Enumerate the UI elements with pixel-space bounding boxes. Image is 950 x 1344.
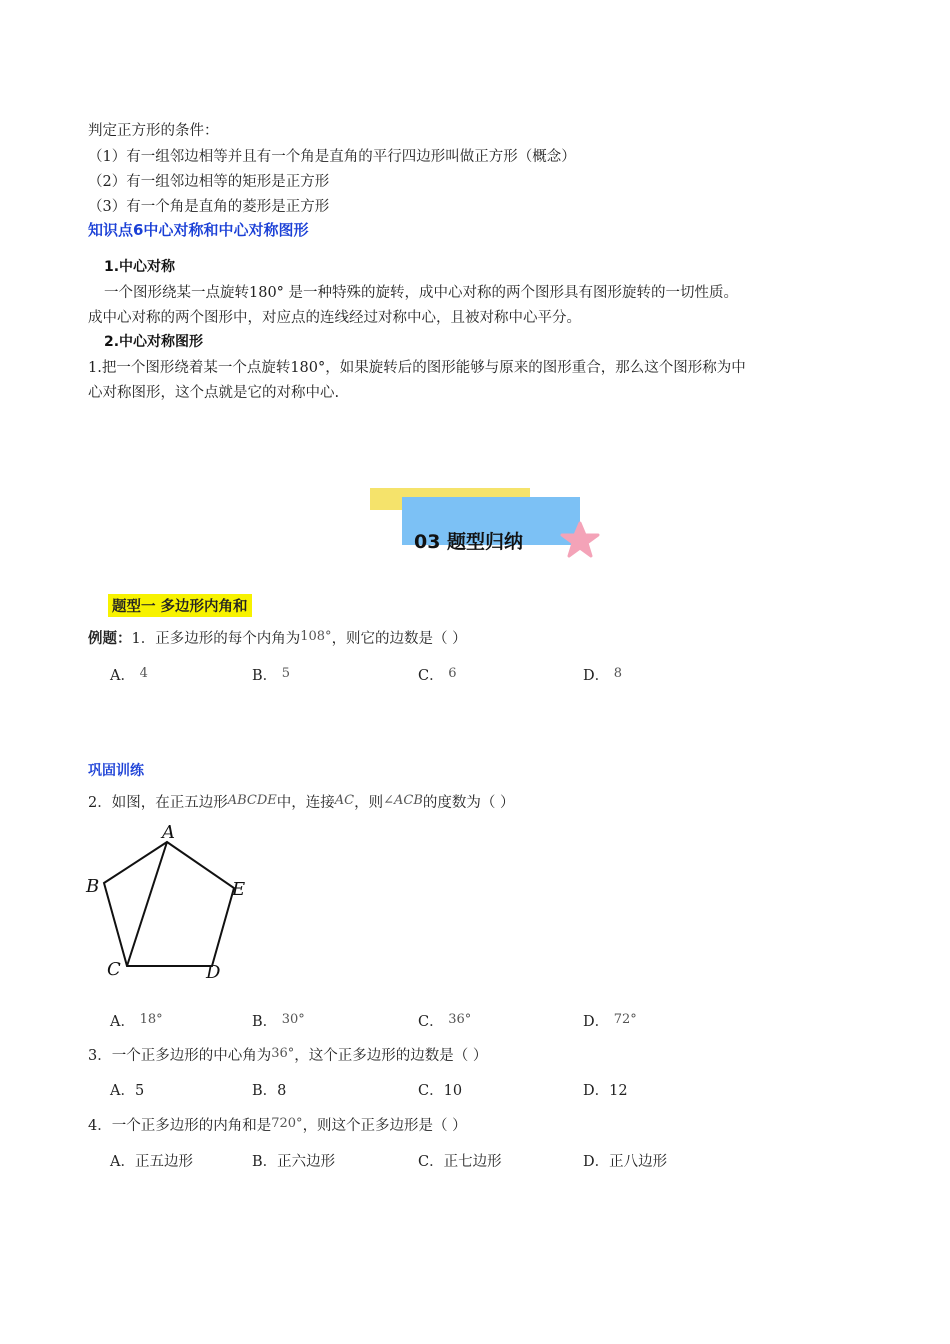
q2-option-d[interactable]: D． 72° [583, 1012, 637, 1030]
condition-3: （3）有一个角是直角的菱形是正方形 [88, 199, 330, 215]
vertex-d-label: D [206, 962, 221, 983]
kp6-section1-line2: 成中心对称的两个图形中，对应点的连线经过对称中心，且被对称中心平分。 [88, 310, 581, 326]
section-banner [370, 488, 610, 568]
vertex-c-label: C [107, 959, 121, 980]
q3-option-d[interactable]: D．12 [583, 1083, 628, 1099]
q2-option-a[interactable]: A． 18° [110, 1012, 163, 1030]
question-3: 3．一个正多边形的中心角为36°，这个正多边形的边数是（ ） [88, 1046, 488, 1064]
kp6-section2-line2: 心对称图形，这个点就是它的对称中心. [88, 385, 340, 401]
banner-title: 03 题型归纳 [414, 531, 524, 553]
condition-1: （1）有一组邻边相等并且有一个角是直角的平行四边形叫做正方形（概念） [88, 149, 576, 165]
condition-2: （2）有一组邻边相等的矩形是正方形 [88, 174, 330, 190]
intro-title: 判定正方形的条件： [88, 123, 219, 139]
q4-option-d[interactable]: D．正八边形 [583, 1154, 668, 1170]
kp6-heading: 知识点6中心对称和中心对称图形 [88, 221, 309, 239]
example-question [88, 627, 467, 648]
question-2: 2．如图，在正五边形ABCDE中，连接AC，则∠ACB的度数为（ ） [88, 793, 515, 811]
q2-option-c[interactable]: C． 36° [418, 1012, 472, 1030]
kp6-section2-line1: 1.把一个图形绕着某一个点旋转180°，如果旋转后的图形能够与原来的图形重合，那么这个图形称为中 [88, 360, 746, 376]
q4-option-c[interactable]: C．正七边形 [418, 1154, 502, 1170]
example-q-math: 108° [300, 629, 332, 644]
example-label: 例题： [88, 631, 132, 647]
type1-tag: 题型一 多边形内角和 [108, 594, 252, 617]
question-4: 4．一个正多边形的内角和是720°，则这个正多边形是（ ） [88, 1116, 467, 1134]
practice-heading: 巩固训练 [88, 763, 144, 779]
kp6-section1-title: 1.中心对称 [104, 259, 176, 275]
q3-option-b[interactable]: B．8 [252, 1083, 287, 1099]
q2-option-b[interactable]: B． 30° [252, 1012, 305, 1030]
segment-ac [127, 842, 167, 966]
kp6-section1-line1: 一个图形绕某一点旋转180° 是一种特殊的旋转，成中心对称的两个图形具有图形旋转的一切性质。 [104, 285, 739, 301]
pentagon-figure [80, 818, 260, 988]
q3-option-c[interactable]: C．10 [418, 1083, 463, 1099]
example-option-b[interactable]: B． 5 [252, 666, 291, 684]
vertex-b-label: B [86, 876, 100, 897]
example-option-a[interactable]: A． 4 [110, 666, 148, 684]
vertex-e-label: E [232, 879, 246, 900]
q4-option-a[interactable]: A．正五边形 [110, 1154, 193, 1170]
pentagon-outline [104, 842, 234, 966]
q3-option-a[interactable]: A．5 [110, 1083, 145, 1099]
example-q-pre: 1．正多边形的每个内角为 [131, 631, 301, 647]
vertex-a-label: A [162, 822, 175, 843]
example-option-c[interactable]: C． 6 [418, 666, 457, 684]
q4-option-b[interactable]: B．正六边形 [252, 1154, 336, 1170]
example-q-post: ，则它的边数是（ ） [331, 631, 467, 647]
example-option-d[interactable]: D． 8 [583, 666, 623, 684]
kp6-section2-title: 2.中心对称图形 [104, 334, 204, 350]
star-icon [560, 521, 600, 559]
